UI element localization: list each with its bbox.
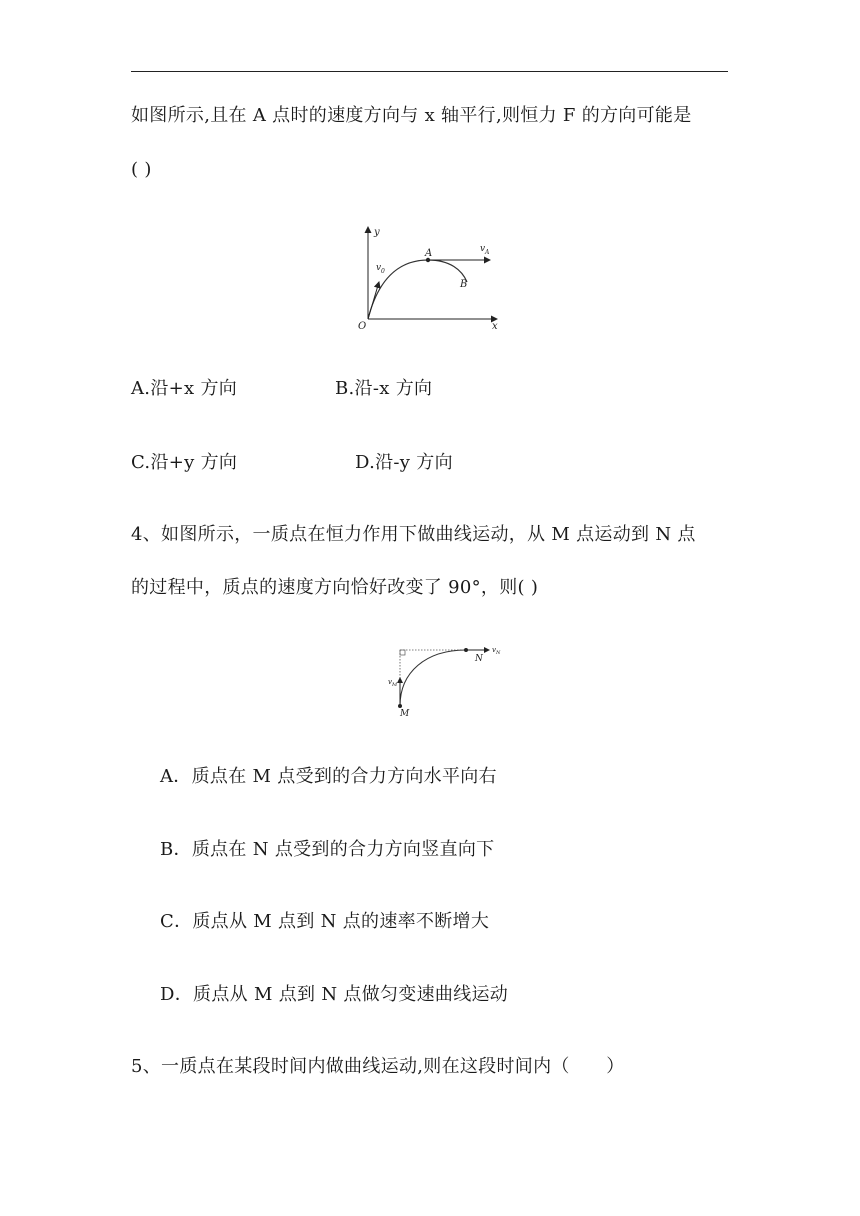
label-n: N bbox=[475, 654, 483, 664]
q3-option-b: B.沿-x 方向 bbox=[335, 378, 433, 399]
q3-answer-paren: ( ) bbox=[131, 159, 152, 180]
label-va: v bbox=[480, 244, 486, 254]
q4-stem-line1: 4、如图所示，一质点在恒力作用下做曲线运动，从 M 点运动到 N 点 bbox=[131, 524, 696, 545]
label-m: M bbox=[400, 709, 410, 719]
label-v0-sub: 0 bbox=[381, 268, 385, 275]
right-angle-mark bbox=[400, 650, 405, 655]
q4-option-c: C．质点从 M 点到 N 点的速率不断增大 bbox=[160, 911, 490, 932]
q3-option-c: C.沿+y 方向 bbox=[131, 452, 238, 473]
v0-arrow bbox=[368, 282, 379, 319]
label-vm: v bbox=[388, 678, 392, 686]
q4-stem-line2: 的过程中，质点的速度方向恰好改变了 90°，则( ) bbox=[131, 577, 539, 598]
label-vm-sub: M bbox=[392, 682, 398, 688]
q3-figure bbox=[350, 222, 510, 337]
label-b: B bbox=[460, 279, 468, 290]
q5-stem: 5、一质点在某段时间内做曲线运动,则在这段时间内（ ） bbox=[131, 1056, 625, 1077]
q4-option-b: B．质点在 N 点受到的合力方向竖直向下 bbox=[160, 839, 495, 860]
point-n bbox=[464, 648, 468, 652]
header-rule bbox=[131, 71, 728, 72]
label-vn: v bbox=[492, 646, 496, 654]
label-vn-sub: N bbox=[496, 650, 501, 656]
mn-curve bbox=[400, 650, 466, 706]
label-y: y bbox=[374, 227, 380, 238]
point-m bbox=[398, 704, 402, 708]
q4-figure bbox=[386, 642, 504, 720]
q3-option-d: D.沿-y 方向 bbox=[355, 452, 453, 473]
label-origin: O bbox=[358, 321, 367, 332]
label-x: x bbox=[492, 321, 498, 332]
q4-option-a: A．质点在 M 点受到的合力方向水平向右 bbox=[160, 766, 497, 787]
label-va-sub: A bbox=[485, 249, 490, 256]
q4-option-d: D．质点从 M 点到 N 点做匀变速曲线运动 bbox=[160, 984, 509, 1005]
q3-stem: 如图所示,且在 A 点时的速度方向与 x 轴平行,则恒力 F 的方向可能是 bbox=[131, 105, 692, 126]
label-a: A bbox=[425, 248, 433, 259]
q3-option-a: A.沿+x 方向 bbox=[131, 378, 238, 399]
label-v0: v bbox=[376, 263, 382, 273]
